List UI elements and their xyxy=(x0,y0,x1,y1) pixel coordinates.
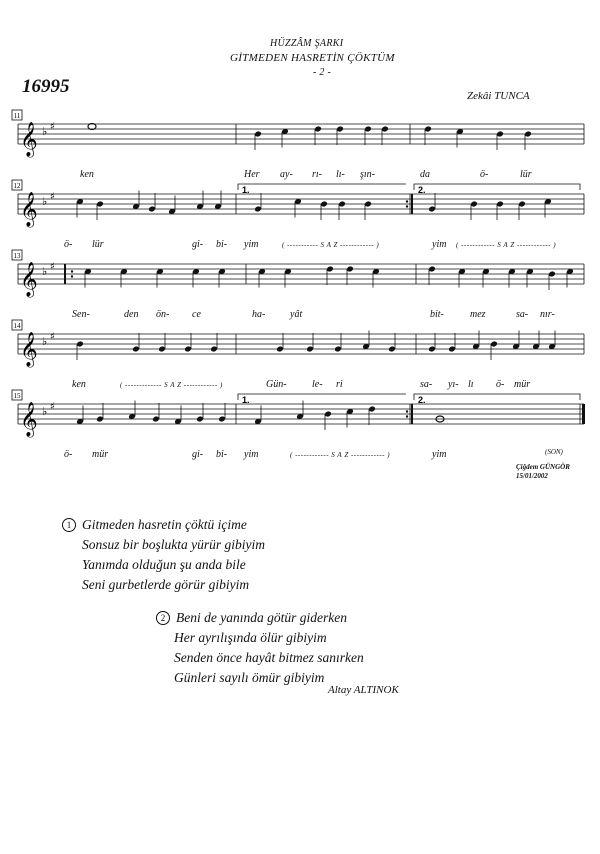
system-number: 11 xyxy=(13,112,21,120)
lyric-syllable: lür xyxy=(92,239,104,250)
lyric-syllable: Gün- xyxy=(266,379,287,390)
lyric-syllable: lı- xyxy=(336,169,345,180)
music-notation xyxy=(0,100,600,460)
system-number: 13 xyxy=(13,252,21,260)
lyric-syllable: bi- xyxy=(216,239,228,250)
lyric-syllable: le- xyxy=(312,379,323,390)
verse-1-line-4: Seni gurbetlerde görür gibiyim xyxy=(82,577,250,592)
lyric-syllable: bit- xyxy=(430,309,444,320)
lyric-syllable: bi- xyxy=(216,449,228,460)
verse-2 xyxy=(156,608,364,688)
treble-clef: 𝄞 xyxy=(20,192,38,227)
lyric-syllable: Her xyxy=(244,169,260,180)
flat-sign: ♭ xyxy=(42,335,48,348)
lyric-syllable: ön- xyxy=(156,309,170,320)
sharp-sign: ♯ xyxy=(50,191,55,203)
volta-label-1: 1. xyxy=(242,185,250,195)
verse-1-line-2: Sonsuz bir boşlukta yürür gibiyim xyxy=(82,537,266,552)
lyric-syllable: rı- xyxy=(312,169,322,180)
flat-sign: ♭ xyxy=(42,125,48,138)
lyric-syllable: lür xyxy=(520,169,532,180)
lyric-syllable: Sen- xyxy=(72,309,90,320)
verse-2-line-2: Her ayrılışında ölür gibiyim xyxy=(174,630,327,645)
lyric-syllable: ö- xyxy=(64,239,73,250)
volta-label-2: 2. xyxy=(418,395,426,405)
verse-1 xyxy=(62,515,265,595)
lyric-syllable: ken xyxy=(72,379,86,390)
lyric-syllable: ö- xyxy=(480,169,489,180)
repeat-dot xyxy=(406,205,408,207)
lyric-syllable: yât xyxy=(290,309,303,320)
repeat-dot xyxy=(71,275,73,277)
copyist-signature xyxy=(516,463,570,481)
verse-2-line-3: Senden önce hayât bitmez sanırken xyxy=(174,650,364,665)
lyric-syllable: sa- xyxy=(516,309,529,320)
sharp-sign: ♯ xyxy=(50,401,55,413)
catalog-number: 16995 xyxy=(22,76,70,97)
makam-label: HÜZZÂM ŞARKI xyxy=(270,38,344,49)
treble-clef: 𝄞 xyxy=(20,122,38,157)
volta-label-1: 1. xyxy=(242,395,250,405)
repeat-dot xyxy=(71,270,73,272)
lyric-syllable: ri xyxy=(336,379,343,390)
flat-sign: ♭ xyxy=(42,265,48,278)
lyric-syllable: gi- xyxy=(192,239,204,250)
sharp-sign: ♯ xyxy=(50,331,55,343)
lyric-syllable: yim xyxy=(432,239,447,250)
repeat-start-barline xyxy=(64,264,66,284)
lyric-syllable: da xyxy=(420,169,430,180)
lyric-syllable: den xyxy=(124,309,139,320)
lyric-syllable: lı xyxy=(468,379,474,390)
verse-2-line-4: Günleri sayılı ömür gibiyim xyxy=(174,670,325,685)
verse-1-line-3: Yanımda olduğun şu anda bile xyxy=(82,557,246,572)
page-number: - 2 - xyxy=(313,67,332,78)
flat-sign: ♭ xyxy=(42,195,48,208)
repeat-dot xyxy=(406,410,408,412)
song-title: GİTMEDEN HASRETİN ÇÖKTÜM xyxy=(230,52,395,64)
composer-name: Zekâi TUNCA xyxy=(467,90,530,102)
volta-label-2: 2. xyxy=(418,185,426,195)
verse-number-2: 2 xyxy=(156,611,170,625)
volta-bracket-2 xyxy=(414,184,580,190)
treble-clef: 𝄞 xyxy=(20,262,38,297)
lyric-syllable: ce xyxy=(192,309,201,320)
lyric-syllable: yı- xyxy=(448,379,459,390)
lyric-syllable: yim xyxy=(244,449,259,460)
repeat-dot xyxy=(406,415,408,417)
system-number: 12 xyxy=(13,182,21,190)
lyric-syllable: yim xyxy=(432,449,447,460)
treble-clef: 𝄞 xyxy=(20,332,38,367)
lyric-syllable: ken xyxy=(80,169,94,180)
lyric-syllable: nır- xyxy=(540,309,555,320)
saz-marker: ( ----------- S A Z ------------ ) xyxy=(282,241,380,249)
repeat-barline xyxy=(411,194,413,214)
lyric-syllable: mür xyxy=(514,379,531,390)
lyric-syllable: ö- xyxy=(64,449,73,460)
verse-number-1: 1 xyxy=(62,518,76,532)
treble-clef: 𝄞 xyxy=(20,402,38,437)
system-number: 14 xyxy=(13,322,21,330)
lyric-syllable: ha- xyxy=(252,309,266,320)
saz-marker: ( ------------ S A Z ------------ ) xyxy=(290,451,391,459)
lyric-syllable: ay- xyxy=(280,169,293,180)
system-number: 15 xyxy=(13,392,21,400)
final-barline xyxy=(582,404,585,424)
sharp-sign: ♯ xyxy=(50,261,55,273)
lyric-syllable: sa- xyxy=(420,379,433,390)
lyric-syllable: gi- xyxy=(192,449,204,460)
lyric-syllable: mez xyxy=(470,309,486,320)
lyric-syllable: mür xyxy=(92,449,109,460)
saz-marker: ( ------------ S A Z ------------ ) xyxy=(456,241,557,249)
verse-1-line-1: Gitmeden hasretin çöktü içime xyxy=(82,517,247,532)
copyist-name: Çiğdem GÜNGÖR xyxy=(516,463,570,471)
lyricist-name: Altay ALTINOK xyxy=(328,684,399,696)
lyric-syllable: ö- xyxy=(496,379,505,390)
repeat-dot xyxy=(406,200,408,202)
volta-bracket-1 xyxy=(238,184,406,190)
lyric-syllable: şın- xyxy=(360,169,375,180)
volta-bracket-1 xyxy=(238,394,406,400)
verse-2-line-1: Beni de yanında götür giderken xyxy=(176,610,347,625)
end-mark: (SON) xyxy=(545,448,563,456)
volta-bracket-2 xyxy=(414,394,580,400)
lyric-syllable: yim xyxy=(244,239,259,250)
sharp-sign: ♯ xyxy=(50,121,55,133)
flat-sign: ♭ xyxy=(42,405,48,418)
whole-note xyxy=(88,124,96,130)
copyist-date: 15/01/2002 xyxy=(516,472,548,480)
repeat-barline xyxy=(411,404,413,424)
saz-marker: ( ------------- S A Z ------------ ) xyxy=(120,381,223,389)
